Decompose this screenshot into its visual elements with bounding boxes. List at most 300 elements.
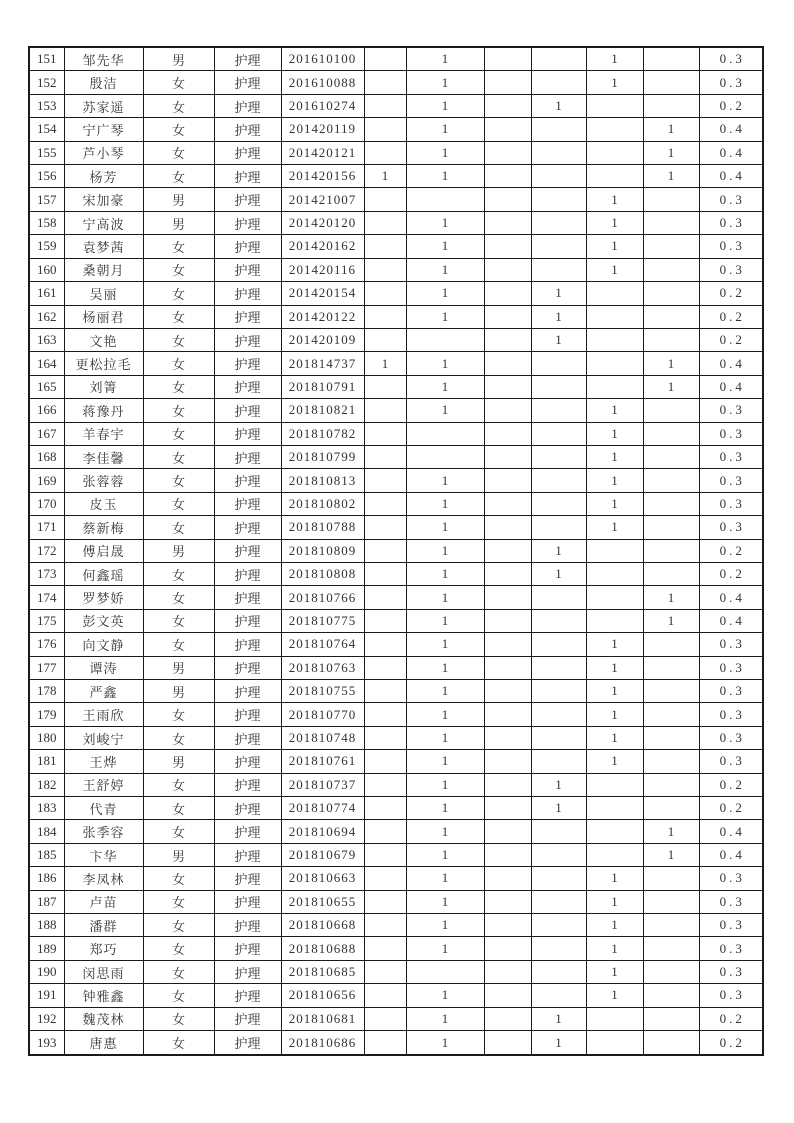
flag-col1-cell [364, 937, 406, 960]
table-row [29, 984, 763, 1007]
name-cell: 殷洁 [64, 71, 143, 94]
student-id-cell: 201421007 [281, 188, 364, 211]
flag-col4-cell [531, 47, 586, 71]
major-cell: 护理 [214, 516, 281, 539]
flag-col4-cell [531, 516, 586, 539]
flag-col5-cell: 1 [586, 469, 643, 492]
row-number-cell: 189 [29, 937, 64, 960]
flag-col2-cell: 1 [406, 890, 484, 913]
major-cell: 护理 [214, 305, 281, 328]
flag-col2-cell: 1 [406, 726, 484, 749]
major-cell: 护理 [214, 562, 281, 585]
flag-col3-cell [484, 960, 531, 983]
student-id-cell: 201810668 [281, 914, 364, 937]
flag-col4-cell: 1 [531, 797, 586, 820]
row-number-cell: 157 [29, 188, 64, 211]
row-number-cell: 173 [29, 562, 64, 585]
major-cell: 护理 [214, 703, 281, 726]
flag-col2-cell: 1 [406, 914, 484, 937]
row-number-cell: 169 [29, 469, 64, 492]
name-cell: 吴丽 [64, 282, 143, 305]
row-number-cell: 191 [29, 984, 64, 1007]
score-cell: 0.3 [699, 867, 763, 890]
flag-col2-cell: 1 [406, 492, 484, 515]
flag-col3-cell [484, 562, 531, 585]
flag-col1-cell [364, 609, 406, 632]
score-cell: 0.4 [699, 820, 763, 843]
gender-cell: 女 [143, 867, 214, 890]
flag-col6-cell [643, 516, 699, 539]
flag-col3-cell [484, 773, 531, 796]
row-number-cell: 161 [29, 282, 64, 305]
name-cell: 王烨 [64, 750, 143, 773]
name-cell: 文艳 [64, 328, 143, 351]
flag-col1-cell [364, 750, 406, 773]
score-cell: 0.3 [699, 914, 763, 937]
table-row [29, 867, 763, 890]
student-id-cell: 201420119 [281, 118, 364, 141]
flag-col5-cell [586, 820, 643, 843]
flag-col2-cell: 1 [406, 352, 484, 375]
row-number-cell: 179 [29, 703, 64, 726]
score-cell: 0.3 [699, 633, 763, 656]
flag-col1-cell [364, 94, 406, 117]
gender-cell: 男 [143, 539, 214, 562]
table-row [29, 469, 763, 492]
major-cell: 护理 [214, 539, 281, 562]
table-row [29, 539, 763, 562]
score-cell: 0.3 [699, 399, 763, 422]
score-cell: 0.4 [699, 141, 763, 164]
major-cell: 护理 [214, 165, 281, 188]
flag-col5-cell [586, 118, 643, 141]
flag-col4-cell [531, 71, 586, 94]
name-cell: 何鑫瑶 [64, 562, 143, 585]
flag-col6-cell [643, 211, 699, 234]
flag-col3-cell [484, 282, 531, 305]
flag-col3-cell [484, 516, 531, 539]
name-cell: 苏家遥 [64, 94, 143, 117]
flag-col2-cell: 1 [406, 633, 484, 656]
flag-col2-cell: 1 [406, 1007, 484, 1030]
student-id-cell: 201420120 [281, 211, 364, 234]
flag-col5-cell [586, 797, 643, 820]
table-row [29, 445, 763, 468]
name-cell: 卢苗 [64, 890, 143, 913]
flag-col6-cell [643, 797, 699, 820]
flag-col4-cell [531, 469, 586, 492]
student-id-cell: 201810685 [281, 960, 364, 983]
score-cell: 0.2 [699, 1007, 763, 1030]
flag-col4-cell [531, 258, 586, 281]
student-id-cell: 201810782 [281, 422, 364, 445]
flag-col5-cell: 1 [586, 71, 643, 94]
flag-col1-cell [364, 1007, 406, 1030]
flag-col4-cell [531, 960, 586, 983]
gender-cell: 女 [143, 235, 214, 258]
major-cell: 护理 [214, 773, 281, 796]
row-number-cell: 192 [29, 1007, 64, 1030]
score-cell: 0.2 [699, 773, 763, 796]
flag-col5-cell: 1 [586, 235, 643, 258]
table-row [29, 399, 763, 422]
score-cell: 0.2 [699, 562, 763, 585]
table-row [29, 211, 763, 234]
major-cell: 护理 [214, 375, 281, 398]
student-id-cell: 201814737 [281, 352, 364, 375]
flag-col6-cell [643, 726, 699, 749]
row-number-cell: 178 [29, 680, 64, 703]
flag-col4-cell [531, 352, 586, 375]
flag-col2-cell: 1 [406, 680, 484, 703]
flag-col2-cell [406, 445, 484, 468]
student-id-cell: 201810748 [281, 726, 364, 749]
flag-col5-cell: 1 [586, 258, 643, 281]
table-row [29, 141, 763, 164]
name-cell: 芦小琴 [64, 141, 143, 164]
gender-cell: 女 [143, 820, 214, 843]
flag-col6-cell [643, 703, 699, 726]
score-cell: 0.3 [699, 71, 763, 94]
gender-cell: 男 [143, 680, 214, 703]
gender-cell: 女 [143, 960, 214, 983]
score-cell: 0.3 [699, 235, 763, 258]
score-cell: 0.3 [699, 960, 763, 983]
flag-col6-cell: 1 [643, 118, 699, 141]
score-cell: 0.3 [699, 516, 763, 539]
flag-col3-cell [484, 141, 531, 164]
flag-col5-cell [586, 375, 643, 398]
major-cell: 护理 [214, 937, 281, 960]
flag-col6-cell [643, 328, 699, 351]
score-cell: 0.3 [699, 47, 763, 71]
score-cell: 0.2 [699, 282, 763, 305]
gender-cell: 女 [143, 773, 214, 796]
flag-col5-cell: 1 [586, 422, 643, 445]
flag-col2-cell [406, 960, 484, 983]
name-cell: 桑朝月 [64, 258, 143, 281]
flag-col3-cell [484, 71, 531, 94]
flag-col2-cell: 1 [406, 586, 484, 609]
flag-col5-cell: 1 [586, 492, 643, 515]
flag-col3-cell [484, 680, 531, 703]
student-id-cell: 201610088 [281, 71, 364, 94]
row-number-cell: 170 [29, 492, 64, 515]
student-id-cell: 201810788 [281, 516, 364, 539]
flag-col2-cell: 1 [406, 750, 484, 773]
flag-col2-cell: 1 [406, 539, 484, 562]
score-cell: 0.4 [699, 165, 763, 188]
flag-col4-cell [531, 375, 586, 398]
name-cell: 杨芳 [64, 165, 143, 188]
flag-col2-cell: 1 [406, 282, 484, 305]
flag-col2-cell: 1 [406, 118, 484, 141]
flag-col4-cell: 1 [531, 1007, 586, 1030]
row-number-cell: 151 [29, 47, 64, 71]
name-cell: 刘峻宁 [64, 726, 143, 749]
flag-col2-cell: 1 [406, 562, 484, 585]
name-cell: 宋加豪 [64, 188, 143, 211]
row-number-cell: 156 [29, 165, 64, 188]
gender-cell: 女 [143, 1031, 214, 1055]
major-cell: 护理 [214, 843, 281, 866]
flag-col2-cell: 1 [406, 235, 484, 258]
flag-col1-cell [364, 797, 406, 820]
flag-col1-cell [364, 445, 406, 468]
flag-col1-cell [364, 492, 406, 515]
flag-col2-cell: 1 [406, 867, 484, 890]
flag-col1-cell [364, 656, 406, 679]
flag-col4-cell [531, 984, 586, 1007]
row-number-cell: 167 [29, 422, 64, 445]
flag-col2-cell: 1 [406, 820, 484, 843]
flag-col2-cell: 1 [406, 141, 484, 164]
name-cell: 更松拉毛 [64, 352, 143, 375]
table-row [29, 726, 763, 749]
flag-col5-cell: 1 [586, 914, 643, 937]
table-row [29, 235, 763, 258]
gender-cell: 女 [143, 586, 214, 609]
major-cell: 护理 [214, 235, 281, 258]
student-id-cell: 201810766 [281, 586, 364, 609]
flag-col4-cell [531, 937, 586, 960]
flag-col4-cell [531, 235, 586, 258]
flag-col2-cell: 1 [406, 258, 484, 281]
student-id-cell: 201810763 [281, 656, 364, 679]
flag-col2-cell: 1 [406, 773, 484, 796]
flag-col2-cell: 1 [406, 937, 484, 960]
name-cell: 王舒婷 [64, 773, 143, 796]
flag-col4-cell [531, 750, 586, 773]
table-row [29, 633, 763, 656]
gender-cell: 女 [143, 1007, 214, 1030]
name-cell: 王雨欣 [64, 703, 143, 726]
flag-col5-cell: 1 [586, 47, 643, 71]
flag-col1-cell [364, 375, 406, 398]
flag-col3-cell [484, 703, 531, 726]
flag-col2-cell: 1 [406, 375, 484, 398]
flag-col4-cell [531, 422, 586, 445]
major-cell: 护理 [214, 984, 281, 1007]
gender-cell: 女 [143, 375, 214, 398]
gender-cell: 女 [143, 890, 214, 913]
flag-col1-cell [364, 960, 406, 983]
student-id-cell: 201420162 [281, 235, 364, 258]
row-number-cell: 159 [29, 235, 64, 258]
major-cell: 护理 [214, 1031, 281, 1055]
flag-col6-cell [643, 1031, 699, 1055]
flag-col3-cell [484, 422, 531, 445]
gender-cell: 女 [143, 469, 214, 492]
flag-col3-cell [484, 867, 531, 890]
flag-col1-cell [364, 726, 406, 749]
gender-cell: 女 [143, 141, 214, 164]
flag-col3-cell [484, 937, 531, 960]
flag-col5-cell [586, 1007, 643, 1030]
major-cell: 护理 [214, 680, 281, 703]
flag-col3-cell [484, 328, 531, 351]
flag-col6-cell: 1 [643, 375, 699, 398]
flag-col6-cell [643, 750, 699, 773]
gender-cell: 女 [143, 118, 214, 141]
row-number-cell: 153 [29, 94, 64, 117]
major-cell: 护理 [214, 422, 281, 445]
major-cell: 护理 [214, 656, 281, 679]
name-cell: 卞华 [64, 843, 143, 866]
flag-col2-cell: 1 [406, 71, 484, 94]
score-cell: 0.4 [699, 586, 763, 609]
flag-col4-cell [531, 726, 586, 749]
flag-col3-cell [484, 399, 531, 422]
flag-col5-cell [586, 539, 643, 562]
student-id-cell: 201810694 [281, 820, 364, 843]
row-number-cell: 183 [29, 797, 64, 820]
flag-col4-cell [531, 680, 586, 703]
major-cell: 护理 [214, 750, 281, 773]
score-cell: 0.3 [699, 445, 763, 468]
major-cell: 护理 [214, 188, 281, 211]
gender-cell: 男 [143, 843, 214, 866]
flag-col6-cell: 1 [643, 586, 699, 609]
score-cell: 0.4 [699, 609, 763, 632]
flag-col4-cell [531, 633, 586, 656]
flag-col4-cell [531, 165, 586, 188]
student-id-cell: 201810755 [281, 680, 364, 703]
flag-col1-cell [364, 141, 406, 164]
student-id-cell: 201810821 [281, 399, 364, 422]
name-cell: 袁梦茜 [64, 235, 143, 258]
name-cell: 谭涛 [64, 656, 143, 679]
flag-col2-cell: 1 [406, 516, 484, 539]
flag-col5-cell: 1 [586, 633, 643, 656]
student-id-cell: 201810764 [281, 633, 364, 656]
flag-col4-cell [531, 445, 586, 468]
flag-col4-cell [531, 141, 586, 164]
name-cell: 刘箐 [64, 375, 143, 398]
row-number-cell: 165 [29, 375, 64, 398]
score-cell: 0.3 [699, 422, 763, 445]
flag-col5-cell: 1 [586, 680, 643, 703]
major-cell: 护理 [214, 633, 281, 656]
major-cell: 护理 [214, 282, 281, 305]
flag-col6-cell [643, 1007, 699, 1030]
flag-col5-cell [586, 328, 643, 351]
flag-col1-cell [364, 516, 406, 539]
flag-col3-cell [484, 984, 531, 1007]
row-number-cell: 188 [29, 914, 64, 937]
student-id-cell: 201810656 [281, 984, 364, 1007]
gender-cell: 男 [143, 47, 214, 71]
flag-col4-cell [531, 118, 586, 141]
flag-col6-cell [643, 633, 699, 656]
table-row [29, 656, 763, 679]
flag-col3-cell [484, 797, 531, 820]
student-id-cell: 201420116 [281, 258, 364, 281]
flag-col5-cell [586, 305, 643, 328]
gender-cell: 女 [143, 562, 214, 585]
table-row [29, 960, 763, 983]
flag-col6-cell [643, 656, 699, 679]
flag-col2-cell: 1 [406, 469, 484, 492]
gender-cell: 女 [143, 516, 214, 539]
flag-col5-cell: 1 [586, 726, 643, 749]
gender-cell: 女 [143, 352, 214, 375]
flag-col6-cell [643, 890, 699, 913]
flag-col6-cell [643, 94, 699, 117]
major-cell: 护理 [214, 797, 281, 820]
flag-col1-cell [364, 843, 406, 866]
name-cell: 张季容 [64, 820, 143, 843]
flag-col3-cell [484, 726, 531, 749]
flag-col3-cell [484, 609, 531, 632]
flag-col5-cell: 1 [586, 984, 643, 1007]
gender-cell: 男 [143, 656, 214, 679]
flag-col4-cell [531, 609, 586, 632]
score-cell: 0.2 [699, 94, 763, 117]
student-id-cell: 201810686 [281, 1031, 364, 1055]
flag-col5-cell [586, 843, 643, 866]
row-number-cell: 171 [29, 516, 64, 539]
flag-col3-cell [484, 914, 531, 937]
flag-col2-cell [406, 328, 484, 351]
score-cell: 0.2 [699, 305, 763, 328]
table-row [29, 375, 763, 398]
student-id-cell: 201420156 [281, 165, 364, 188]
flag-col5-cell [586, 282, 643, 305]
row-number-cell: 177 [29, 656, 64, 679]
name-cell: 张蓉蓉 [64, 469, 143, 492]
student-id-cell: 201810774 [281, 797, 364, 820]
table-row [29, 703, 763, 726]
flag-col4-cell [531, 820, 586, 843]
flag-col6-cell [643, 937, 699, 960]
flag-col6-cell [643, 445, 699, 468]
student-id-cell: 201420122 [281, 305, 364, 328]
gender-cell: 女 [143, 305, 214, 328]
name-cell: 皮玉 [64, 492, 143, 515]
gender-cell: 女 [143, 258, 214, 281]
flag-col5-cell [586, 562, 643, 585]
student-id-cell: 201810813 [281, 469, 364, 492]
flag-col5-cell [586, 94, 643, 117]
flag-col2-cell: 1 [406, 609, 484, 632]
row-number-cell: 160 [29, 258, 64, 281]
row-number-cell: 158 [29, 211, 64, 234]
score-cell: 0.3 [699, 750, 763, 773]
student-id-cell: 201810737 [281, 773, 364, 796]
table-row [29, 843, 763, 866]
row-number-cell: 184 [29, 820, 64, 843]
flag-col1-cell [364, 914, 406, 937]
name-cell: 李凤林 [64, 867, 143, 890]
row-number-cell: 181 [29, 750, 64, 773]
flag-col3-cell [484, 375, 531, 398]
major-cell: 护理 [214, 890, 281, 913]
table-row [29, 773, 763, 796]
row-number-cell: 186 [29, 867, 64, 890]
flag-col3-cell [484, 47, 531, 71]
flag-col6-cell [643, 258, 699, 281]
score-cell: 0.4 [699, 352, 763, 375]
table-row [29, 1031, 763, 1055]
name-cell: 魏茂林 [64, 1007, 143, 1030]
flag-col6-cell [643, 71, 699, 94]
score-cell: 0.4 [699, 375, 763, 398]
flag-col5-cell: 1 [586, 656, 643, 679]
name-cell: 蒋豫丹 [64, 399, 143, 422]
gender-cell: 男 [143, 188, 214, 211]
major-cell: 护理 [214, 352, 281, 375]
